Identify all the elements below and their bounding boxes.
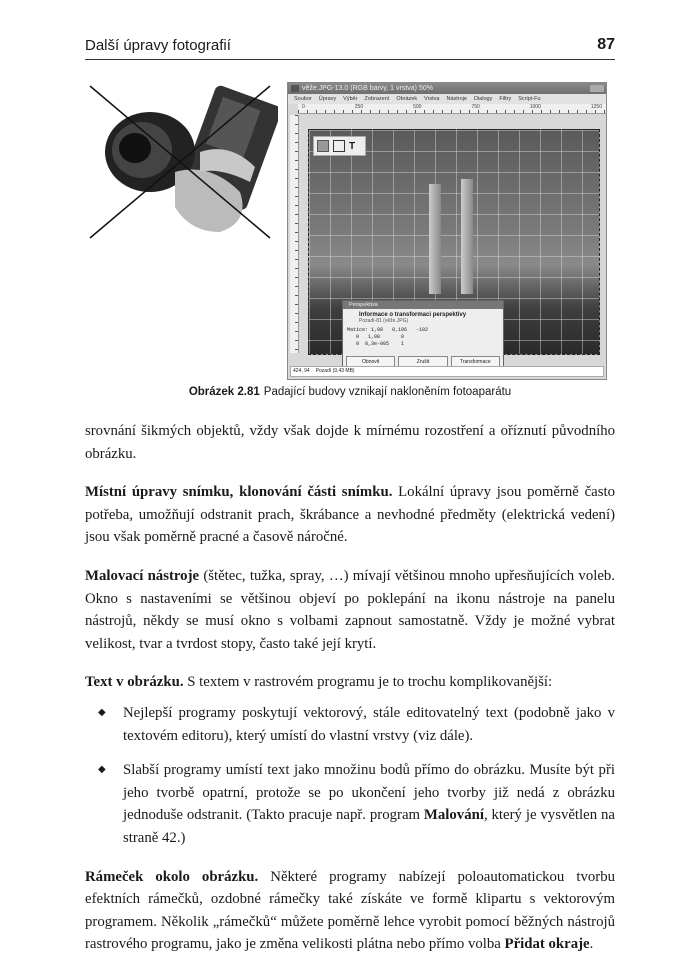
caption-label: Obrázek 2.81: [188, 386, 260, 398]
pointer-coords: 424, 94: [293, 368, 310, 374]
dialog-subheading: Pozadí-81 (věže.JPG): [359, 318, 409, 324]
status-bar: [290, 366, 604, 377]
camera-tilt-photo: [80, 82, 278, 242]
paragraph: [85, 866, 615, 956]
chapter-title: Další úpravy fotografií: [85, 37, 231, 54]
ruler-tick: 0: [302, 104, 305, 110]
paragraph-text: .: [589, 936, 594, 953]
command-name: Přidat okraje: [504, 936, 590, 953]
paragraph: [85, 420, 615, 465]
cancel-button[interactable]: Zrušit: [398, 356, 447, 368]
menu-vyber[interactable]: Výběr: [343, 96, 358, 102]
menu-obrazek[interactable]: Obrázek: [396, 96, 418, 102]
matrix-label: Matice:: [347, 327, 369, 333]
dialog-title: Perspektiva: [343, 301, 503, 309]
caption-text: Padající budovy vznikají nakloněním fotoaparátu: [263, 386, 512, 398]
reset-button[interactable]: Obnovit: [346, 356, 395, 368]
menu-filtry[interactable]: Filtry: [499, 96, 512, 102]
paragraph-text: S textem v rastrovém programu je to trochu komplikovanější:: [183, 674, 553, 691]
ruler-tick: 500: [413, 104, 422, 110]
tower-left: [429, 184, 441, 294]
app-icon: [291, 85, 299, 92]
menu-bar: [288, 94, 606, 104]
figure-caption: [0, 386, 700, 398]
paragraph-lead: Rámeček okolo obrázku.: [85, 868, 259, 885]
paragraph-text: Některé programy nabízejí poloautomatickou tvorbu efektních rámečků, ozdobné rámečky také získáte ve formě klipartu s vektorovým programem. Několik „rámečků“ můžete poměrně lehce vyrobit pomocí běžných nástrojů rastrového programu, jako je změna velikosti plátna nebo přímo volba: [85, 868, 615, 953]
perspective-dialog: [342, 300, 504, 372]
transform-button[interactable]: Transformace: [451, 356, 500, 368]
diamond-bullet-icon: ◆: [98, 764, 106, 776]
menu-nastroje[interactable]: Nástroje: [446, 96, 467, 102]
tower-right: [461, 179, 473, 294]
paragraph-text: (štětec, tužka, spray, …) mívají většinou mnoho upřesňujících voleb. Okno s nastaveními se většinou objeví po poklepání na ikonu nástroje na panelu nástrojů, někdy se musí okno s volbami zapnout samostatně. Vždy je možné vybrat velikost, tvar a tvrdost stopy, často také její krytí.: [85, 567, 616, 652]
paragraph-text: Lokální úpravy jsou poměrně často potřeba, umožňují odstranit prach, škrábance a nevhodné předměty (elektrická vedení) jsou však poměrně pracné a časově náročné.: [85, 484, 615, 546]
paragraph: [85, 671, 615, 694]
page-number: 87: [597, 36, 615, 53]
ruler-tick: 1000: [529, 104, 541, 110]
ruler-tick: 750: [471, 104, 480, 110]
paragraph: [85, 565, 615, 655]
menu-upravy[interactable]: Úpravy: [318, 96, 337, 102]
menu-vrstva[interactable]: Vrstva: [424, 96, 440, 102]
layer-info: Pozadí (9,43 MB): [315, 368, 355, 374]
image-editor-window: [287, 82, 607, 380]
body-text: [85, 420, 615, 972]
paragraph-lead: Místní úpravy snímku, klonování části snímku.: [85, 484, 393, 501]
menu-dialogy[interactable]: Dialogy: [473, 96, 493, 102]
scale-tool-icon[interactable]: [333, 140, 345, 152]
ruler-tick: 1250: [590, 104, 602, 110]
paragraph: [85, 481, 615, 549]
ruler-tick: 250: [354, 104, 364, 110]
text-tool-icon[interactable]: T: [349, 140, 356, 152]
vertical-ruler: [290, 115, 299, 353]
diamond-bullet-icon: ◆: [98, 706, 106, 718]
menu-soubor[interactable]: Soubor: [294, 96, 312, 102]
list-item: [85, 702, 615, 747]
list-item-text: Nejlepší programy poskytují vektorový, stále editovatelný text (podobně jako v textovém editoru), který umístí do vlastní vrstvy (viz dále).: [123, 704, 615, 744]
matrix-values: 1,08 0,106 -102 0 1,08 0 0 8,3e-005 1: [356, 327, 429, 347]
paragraph-lead: Text v obrázku.: [85, 674, 184, 691]
paragraph-lead: Malovací nástroje: [85, 567, 200, 584]
perspective-tool-icon[interactable]: [317, 140, 329, 152]
program-name: Malování: [423, 807, 484, 824]
window-title: věže.JPG-13.0 (RGB barvy, 1 vrstva) 50%: [302, 85, 433, 92]
horizontal-ruler: [298, 104, 606, 114]
window-buttons[interactable]: [590, 85, 604, 92]
menu-script-fu[interactable]: Script-Fu: [518, 96, 541, 102]
window-titlebar: [288, 83, 606, 94]
dialog-heading: Informace o transformaci perspektivy: [359, 312, 467, 318]
bullet-list: [85, 702, 615, 850]
transform-tool-options: [313, 136, 366, 156]
list-item-text: , který je vysvětlen na straně 42.): [123, 807, 615, 846]
list-item-text: Slabší programy umístí text jako množinu bodů přímo do obrázku. Musíte být při jeho tvorbě opatrní, protože se po ukončení jeho tvorby již nedá z obrázku jednoduše odstranit. (Takto pracuje např. program: [123, 762, 615, 824]
image-canvas[interactable]: [308, 129, 600, 365]
menu-zobrazeni[interactable]: Zobrazení: [364, 96, 390, 102]
list-item: [85, 759, 615, 849]
paragraph-text: srovnání šikmých objektů, vždy však dojde k mírnému rozostření a oříznutí původního obrázku.: [85, 423, 615, 462]
running-header: [85, 35, 615, 60]
